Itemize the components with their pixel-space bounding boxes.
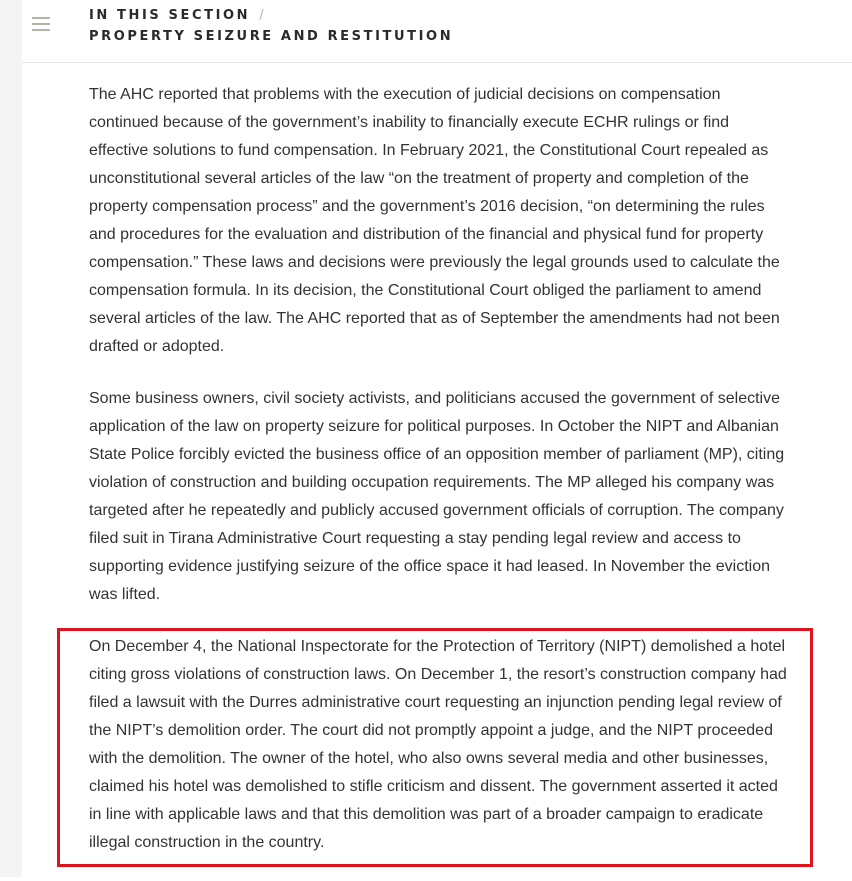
- menu-icon-bar: [32, 29, 50, 31]
- left-gutter: [0, 0, 22, 877]
- in-this-section-label: [89, 7, 266, 25]
- paragraph-ahc-compensation: The AHC reported that problems with the execution of judicial decisions on compensation continued because of the government’s inability to financially execute ECHR rulings or find effective solutions to fund compensation. In February 2021, the Constitutional Court repealed as unconstitutional several articles of the law “on the treatment of property and completion of the property compensation process” and the government’s 2016 decision, “on determining the rules and procedures for the evaluation and distribution of the financial and physical fund for property compensation.” These laws and decisions were previously the legal grounds used to calculate the compensation formula. In its decision, the Constitutional Court obliged the parliament to amend several articles of the law. The AHC reported that as of September the amendments had not been drafted or adopted.: [89, 86, 780, 355]
- paragraph-selective-application: Some business owners, civil society activists, and politicians accused the government of selective application of the law on property seizure for political purposes. In October the NIPT and Albanian State Police forcibly evicted the business office of an opposition member of parliament (MP), citing violation of construction and building occupation requirements. The MP alleged his company was targeted after he repeatedly and publicly accused government officials of corruption. The company filed suit in Tirana Administrative Court requesting a stay pending legal review and access to supporting evidence justifying seizure of the office space it had leased. In November the eviction was lifted.: [89, 390, 785, 603]
- menu-icon-bar: [32, 23, 50, 25]
- section-header: [22, 0, 852, 63]
- section-title-link[interactable]: PROPERTY SEIZURE AND RESTITUTION: [89, 29, 454, 44]
- paragraph-hotel-demolition: On December 4, the National Inspectorate for the Protection of Territory (NIPT) demolished a hotel citing gross violations of construction laws. On December 1, the resort’s construction company had filed a lawsuit with the Durres administrative court requesting an injunction pending legal review of the NIPT’s demolition order. The court did not promptly appoint a judge, and the NIPT proceeded with the demolition. The owner of the hotel, who also owns several media and other businesses, claimed his hotel was demolished to stifle criticism and dissent. The government asserted it acted in line with applicable laws and that this demolition was part of a broader campaign to eradicate illegal construction in the country.: [89, 638, 787, 851]
- menu-icon-bar: [32, 17, 50, 19]
- breadcrumb-separator: /: [259, 8, 267, 23]
- highlight-annotation-box: [57, 628, 813, 867]
- menu-icon[interactable]: [32, 17, 50, 31]
- section-label-text: IN THIS SECTION: [89, 8, 251, 23]
